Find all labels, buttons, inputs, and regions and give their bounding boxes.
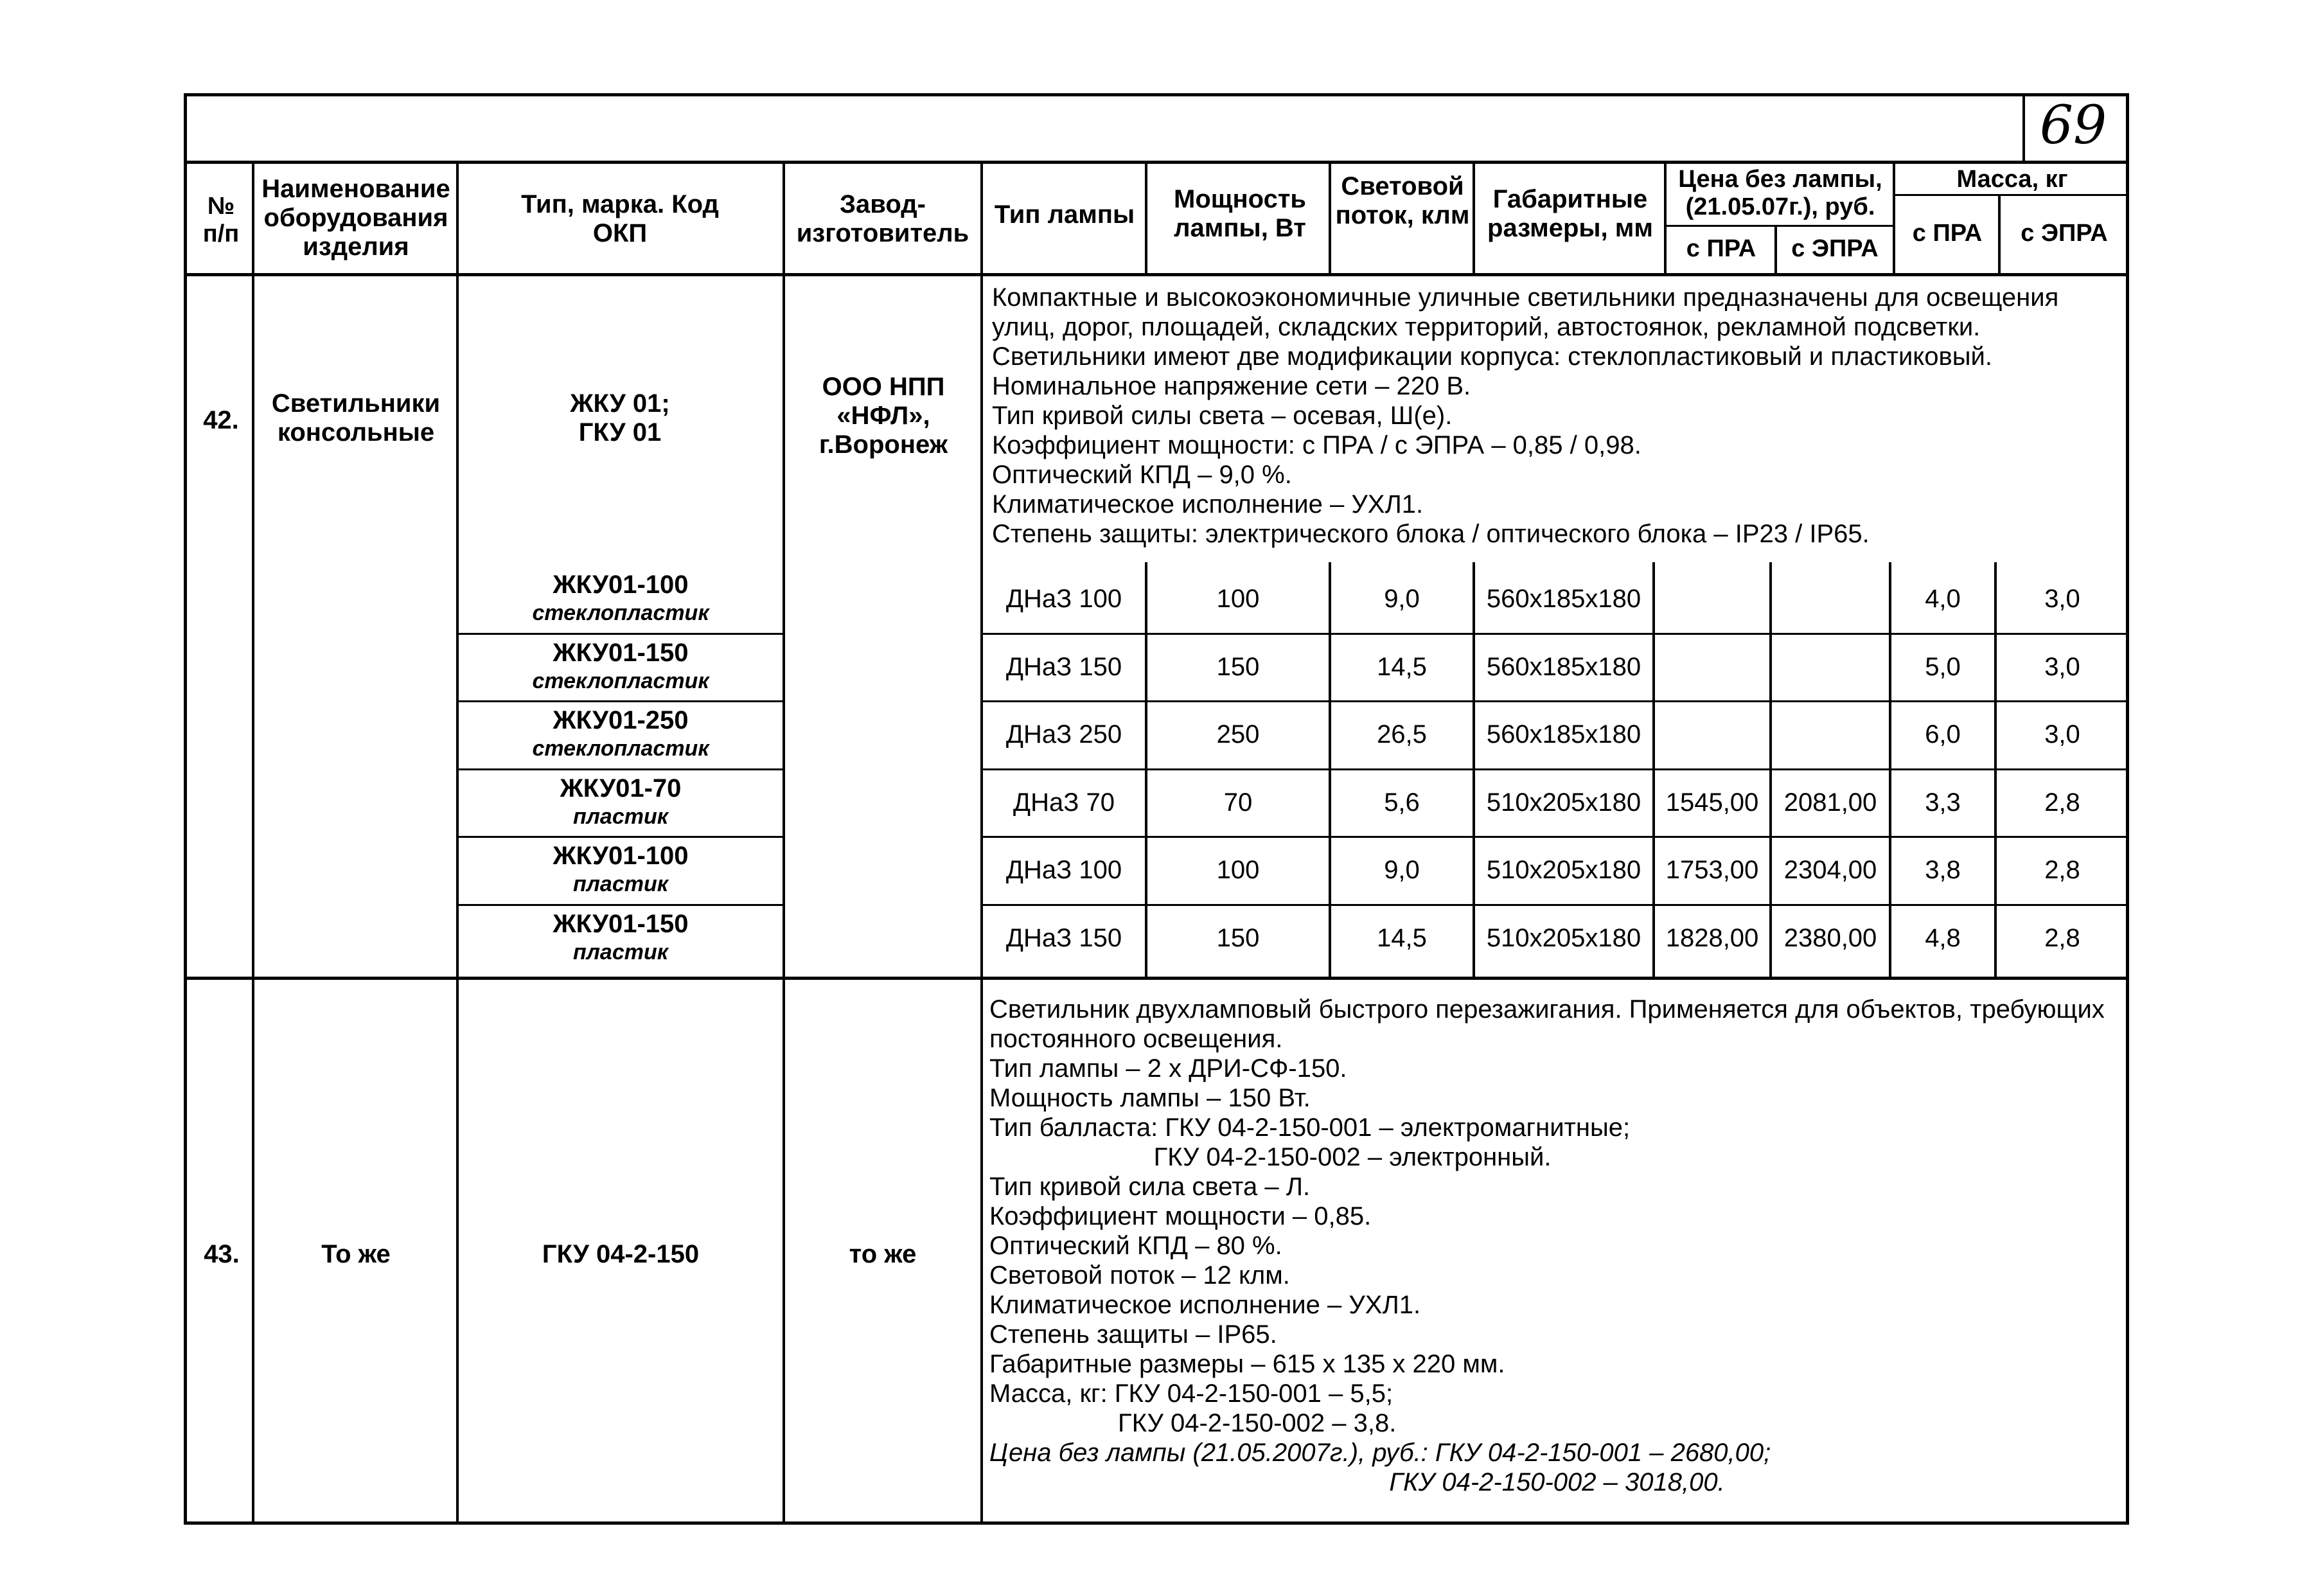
model-lamp-cell: ДНаЗ 100	[1005, 585, 1122, 613]
header-maker: Завод-изготовитель	[796, 190, 969, 247]
desc-line: Климатическое исполнение – УХЛ1.	[989, 1291, 1421, 1319]
desc-line: Световой поток – 12 клм.	[989, 1261, 1290, 1290]
desc-line: улиц, дорог, площадей, складских территорий, автостоянок, рекламной подсветки.	[992, 313, 1981, 341]
model-material: стеклопластик	[532, 736, 709, 761]
col-rule	[1994, 562, 1997, 977]
col-rule	[1329, 562, 1331, 977]
header-bottom-rule	[185, 273, 2128, 276]
model-name-cell	[459, 910, 783, 966]
model-mass-epra-cell: 3,0	[2044, 652, 2080, 681]
model-dims-cell: 560x185x180	[1486, 720, 1641, 749]
model-lamp-cell: ДНаЗ 250	[1005, 720, 1122, 749]
row43-description	[989, 995, 2105, 1497]
col-rule	[252, 161, 254, 1523]
col-rule	[980, 161, 983, 1523]
header-mass: Масса, кг	[1956, 166, 2068, 193]
model-mass-pra-cell: 3,3	[1925, 788, 1961, 817]
model-power-cell: 150	[1216, 923, 1260, 952]
model-name: ЖКУ01-150	[553, 909, 689, 938]
model-material: пластик	[573, 939, 668, 964]
col-rule	[1893, 161, 1895, 276]
model-name: ЖКУ01-250	[553, 706, 689, 734]
row42-description	[992, 283, 2058, 549]
model-flux-cell: 9,0	[1384, 585, 1420, 613]
header-power: Мощность лампы, Вт	[1174, 185, 1306, 242]
model-rule	[457, 633, 784, 635]
row43-name: То же	[321, 1240, 391, 1268]
model-material: стеклопластик	[532, 601, 709, 625]
header-name: Наименование оборудования изделия	[261, 175, 450, 261]
col-rule	[1473, 562, 1475, 977]
model-dims-cell: 510x205x180	[1486, 856, 1641, 884]
model-material: стеклопластик	[532, 668, 709, 693]
header-price-epra: с ЭПРА	[1791, 235, 1879, 262]
model-mass-pra-cell: 4,0	[1925, 585, 1961, 613]
desc-line: Коэффициент мощности: с ПРА / с ЭПРА – 0,85 / 0,98.	[992, 431, 1641, 459]
model-power-cell: 250	[1216, 720, 1260, 749]
model-mass-epra-cell: 2,8	[2044, 788, 2080, 817]
model-mass-epra-cell: 3,0	[2044, 720, 2080, 749]
model-name: ЖКУ01-150	[553, 638, 689, 667]
desc-line: Номинальное напряжение сети – 220 В.	[992, 372, 1471, 400]
data-rule	[982, 768, 2128, 770]
desc-line: Светильники имеют две модификации корпуса: стеклопластиковый и пластиковый.	[992, 342, 1992, 371]
model-flux-cell: 14,5	[1377, 652, 1427, 681]
row42-name: Светильники консольные	[271, 389, 441, 447]
model-name: ЖКУ01-100	[553, 842, 689, 870]
desc-line: Тип кривой силы света – осевая, Ш(е).	[992, 402, 1453, 430]
desc-line: Мощность лампы – 150 Вт.	[989, 1084, 1311, 1112]
col-rule	[783, 161, 785, 1523]
header-num-part: №	[207, 193, 235, 220]
model-price-pra-cell: 1753,00	[1665, 856, 1759, 884]
model-price-pra-cell: 1545,00	[1665, 788, 1759, 817]
desc-line: Тип кривой сила света – Л.	[989, 1173, 1311, 1201]
model-name: ЖКУ01-100	[553, 571, 689, 599]
price-sub-rule	[1665, 225, 1894, 227]
model-mass-epra-cell: 2,8	[2044, 923, 2080, 952]
data-rule	[982, 836, 2128, 838]
header-price-pra: с ПРА	[1686, 235, 1756, 262]
row42-maker: ООО НПП «НФЛ», г.Воронеж	[818, 373, 948, 459]
model-lamp-cell: ДНаЗ 100	[1005, 856, 1122, 884]
model-material: пластик	[573, 804, 668, 829]
row42-type: ЖКУ 01; ГКУ 01	[570, 389, 670, 447]
desc-line: ГКУ 04-2-150-002 – 3,8.	[989, 1409, 1397, 1437]
model-flux-cell: 9,0	[1384, 856, 1420, 884]
model-price-epra-cell: 2304,00	[1783, 856, 1877, 884]
model-rule	[457, 700, 784, 702]
row43-maker: то же	[849, 1240, 917, 1268]
desc-line: ГКУ 04-2-150-002 – электронный.	[989, 1143, 1552, 1171]
model-price-epra-cell: 2081,00	[1783, 788, 1877, 817]
model-mass-pra-cell: 6,0	[1925, 720, 1961, 749]
row43-type: ГКУ 04-2-150	[542, 1240, 700, 1268]
model-power-cell: 150	[1216, 652, 1260, 681]
row-divider-43	[185, 977, 2128, 980]
model-name-cell	[459, 774, 783, 831]
model-price-epra-cell: 2380,00	[1783, 923, 1877, 952]
model-rule	[457, 904, 784, 906]
header-mass-pra: с ПРА	[1912, 220, 1983, 247]
header-type: Тип, марка. Код ОКП	[521, 190, 719, 247]
col-rule	[1769, 562, 1772, 977]
model-flux-cell: 14,5	[1377, 923, 1427, 952]
header-lamp: Тип лампы	[994, 200, 1135, 229]
model-power-cell: 100	[1216, 585, 1260, 613]
desc-line: Оптический КПД – 80 %.	[989, 1232, 1282, 1260]
desc-line: Светильник двухламповый быстрого перезажигания. Применяется для объектов, требующих	[989, 995, 2105, 1024]
model-mass-pra-cell: 5,0	[1925, 652, 1961, 681]
desc-line: Тип балласта: ГКУ 04-2-150-001 – электромагнитные;	[989, 1113, 1631, 1142]
col-rule	[1329, 161, 1331, 276]
header-mass-epra: с ЭПРА	[2021, 220, 2108, 247]
model-mass-pra-cell: 4,8	[1925, 923, 1961, 952]
model-flux-cell: 5,6	[1384, 788, 1420, 817]
col-rule	[1664, 161, 1667, 276]
model-mass-epra-cell: 2,8	[2044, 856, 2080, 884]
price-header-text: Цена без лампы, (21.05.07г.), руб.	[1678, 166, 1882, 220]
row43-num: 43.	[204, 1240, 240, 1268]
col-rule	[1889, 562, 1891, 977]
desc-line: постоянного освещения.	[989, 1025, 1283, 1053]
model-mass-pra-cell: 3,8	[1925, 856, 1961, 884]
model-name-cell	[459, 571, 783, 627]
desc-line: Коэффициент мощности – 0,85.	[989, 1202, 1372, 1230]
model-material: пластик	[573, 872, 668, 896]
desc-line: Степень защиты: электрического блока / оптического блока – IP23 / IP65.	[992, 520, 1870, 548]
desc-line: Габаритные размеры – 615 х 135 х 220 мм.	[989, 1350, 1505, 1378]
data-rule	[982, 633, 2128, 635]
desc-line: Масса, кг: ГКУ 04-2-150-001 – 5,5;	[989, 1379, 1393, 1408]
col-rule	[1652, 562, 1655, 977]
model-lamp-cell: ДНаЗ 150	[1005, 652, 1122, 681]
model-lamp-cell: ДНаЗ 150	[1005, 923, 1122, 952]
data-rule	[982, 904, 2128, 906]
model-power-cell: 100	[1216, 856, 1260, 884]
model-power-cell: 70	[1223, 788, 1253, 817]
model-name-cell	[459, 706, 783, 763]
col-rule	[1145, 161, 1147, 276]
col-rule	[1145, 562, 1147, 977]
model-dims-cell: 510x205x180	[1486, 923, 1641, 952]
header-dims: Габаритные размеры, мм	[1487, 185, 1653, 242]
desc-line: Степень защиты – IP65.	[989, 1320, 1277, 1349]
page-number: 69	[2039, 95, 2107, 156]
price-note-line: Цена без лампы (21.05.2007г.), руб.: ГКУ 04-2-150-001 – 2680,00;	[989, 1439, 1771, 1467]
header-top-rule	[185, 161, 2128, 164]
model-rule	[457, 836, 784, 838]
mass-sub-rule	[1894, 194, 2128, 196]
header-num	[190, 193, 252, 247]
model-dims-cell: 560x185x180	[1486, 652, 1641, 681]
model-flux-cell: 26,5	[1377, 720, 1427, 749]
model-name-cell	[459, 842, 783, 898]
model-dims-cell: 560x185x180	[1486, 585, 1641, 613]
model-lamp-cell: ДНаЗ 70	[1013, 788, 1115, 817]
row42-num: 42.	[203, 406, 239, 434]
desc-line: Компактные и высокоэкономичные уличные светильники предназначены для освещения	[992, 283, 2059, 312]
model-mass-epra-cell: 3,0	[2044, 585, 2080, 613]
price-note-line: ГКУ 04-2-150-002 – 3018,00.	[989, 1468, 1725, 1496]
header-num-part: п/п	[202, 220, 240, 247]
header-flux: Световой поток, клм	[1335, 172, 1470, 229]
model-price-pra-cell: 1828,00	[1665, 923, 1759, 952]
model-rule	[457, 768, 784, 770]
desc-line: Оптический КПД – 9,0 %.	[992, 461, 1292, 489]
header-price	[1668, 166, 1893, 220]
model-dims-cell: 510x205x180	[1486, 788, 1641, 817]
data-rule	[982, 700, 2128, 702]
model-name-cell	[459, 639, 783, 695]
desc-line: Тип лампы – 2 х ДРИ-СФ-150.	[989, 1054, 1347, 1083]
model-name: ЖКУ01-70	[560, 774, 682, 802]
desc-line: Климатическое исполнение – УХЛ1.	[992, 490, 1424, 519]
col-rule	[1473, 161, 1475, 276]
